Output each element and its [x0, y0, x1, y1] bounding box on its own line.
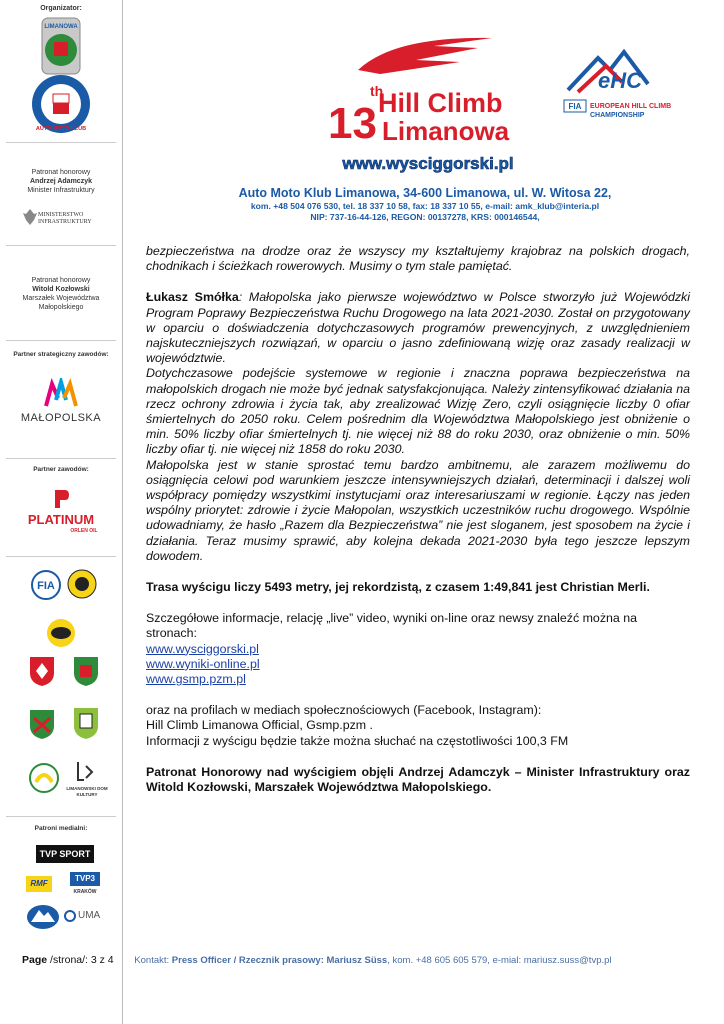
rmf-logo: RMF	[26, 876, 52, 892]
club-logo-ring-text: AUTO MOTO KLUB	[35, 126, 87, 132]
event-number-suffix: th	[370, 83, 384, 99]
gsmp-logo-icon	[44, 618, 78, 648]
title-line2: Limanowa	[382, 116, 510, 146]
page-number: /strona/: 3 z 4	[47, 954, 114, 966]
organizer-label: Organizator:	[40, 5, 82, 12]
header-address-block	[175, 186, 675, 223]
ehc-text: eHC	[598, 68, 643, 93]
main-content	[146, 244, 690, 795]
page-label: Page	[22, 954, 48, 966]
paragraph-info: Szczegółowe informacje, relację „live” video, wyniki on-line oraz newsy znaleźć można na stronach:	[146, 611, 638, 641]
ehc-line1: EUROPEAN HILL CLIMB	[590, 103, 672, 110]
website-banner	[340, 150, 516, 176]
patron1-role: Minister Infrastruktury	[27, 187, 95, 194]
strategic-partner-label: Partner strategiczny zawodów:	[13, 351, 109, 358]
club-registry: NIP: 737-16-44-126, REGON: 00137278, KRS: 000146544,	[310, 212, 540, 222]
social-line-3: Informacji z wyścigu będzie także można słuchać na częstotliwości 100,3 FM	[146, 733, 569, 748]
media-label: Patroni medialni:	[34, 825, 88, 832]
paragraph-honorary-patronage: Patronat Honorowy nad wyścigiem objęli Andrzej Adamczyk – Minister Infrastruktury oraz Witold Kozłowski, Marszałek Województwa Małopolskiego.	[146, 764, 690, 795]
svg-text:FIA: FIA	[37, 580, 55, 592]
event-number: 13	[328, 99, 377, 148]
tvp3-logo: TVP3	[70, 872, 100, 886]
ehc-line2: CHAMPIONSHIP	[590, 112, 645, 119]
patron2-name: Witold Kozłowski	[32, 286, 90, 293]
paragraph-malopolska-goal: Małopolska jest w stanie sprostać temu bardzo ambitnemu, ale zarazem możliwemu do osiągnięcia celowi pod warunkiem jeszcze intensywniejszych działań, determinacji i dalszej woli współpracy pomiędzy wszystkimi instytucjami oraz interesariuszami w regionie. Łączy nas jeden wspólny priorytet: zdrowie i życie Małopolan, wszystkich uczestników ruchu drogowego. Wspólnie udowadniamy, że hasło „Razem dla Bezpieczeństwa” nie jest sloganem, jest sposobem na życie i działania. Teraz musimy sprawić, aby kolejna dekada 2021-2030 była tego jeszcze lepszym dowodem.	[146, 457, 690, 563]
social-line-2: Hill Climb Limanowa Official, Gsmp.pzm .	[146, 718, 373, 733]
footer	[22, 954, 712, 966]
eagle-emblem-icon	[22, 208, 38, 226]
link-gsmp[interactable]: www.gsmp.pzm.pl	[146, 672, 246, 687]
ministry-text: MINISTERSTWO INFRASTRUKTURY	[38, 212, 92, 225]
hill-climb-logo	[322, 32, 514, 154]
commune-coat-of-arms-icon	[28, 708, 56, 740]
footer-contact-label: Kontakt:	[134, 955, 170, 966]
ehc-logo	[562, 44, 686, 134]
website-text: www.wysciggorski.pl	[342, 154, 514, 173]
uma-wordmark: UMA	[78, 910, 101, 921]
fia-logo-icon	[28, 570, 64, 600]
social-line-1: oraz na profilach w mediach społecznościowych (Facebook, Instagram):	[146, 703, 542, 718]
patron1-heading: Patronat honorowy	[31, 169, 91, 176]
platinum-sub: ORLEN OIL	[70, 528, 98, 534]
malopolska-wordmark: MAŁOPOLSKA	[20, 412, 102, 424]
speaker-statement: : Małopolska jako pierwsze województwo w Polsce stworzyło już Wojewódzki Program Poprawy Bezpieczeństwa Ruchu Drogowego na lata 2021-2030. Został on przygotowany w oparciu o doświadczenia dotychczasowych programów prewencyjnych, z uwzględnieniem najskuteczniejszych rozwiązań, w oparciu o jasno zdefiniowaną wizję oraz zasady realizacji w województwie.	[146, 290, 690, 366]
club-address: Auto Moto Klub Limanowa, 34-600 Limanowa, ul. W. Witosa 22,	[238, 186, 612, 200]
platinum-p-icon	[52, 488, 70, 510]
page-indicator	[22, 954, 114, 966]
gsmp-mountain-logo-icon	[26, 904, 60, 930]
limanowski-text: LIMANOWSKI DOM KULTURY	[66, 786, 108, 797]
ldk-logo-icon	[74, 760, 98, 784]
patron1-name: Andrzej Adamczyk	[30, 178, 92, 185]
patron2-heading: Patronat honorowy	[31, 277, 91, 284]
paragraph-road-safety: bezpieczeństwa na drodze oraz że wszyscy my kształtujemy krajobraz na polskich drogach, chodnikach i ścieżkach rowerowych. Musimy o tym stale pamiętać.	[146, 244, 690, 274]
sub-carpathian-coat-of-arms-icon	[72, 706, 100, 740]
tvp-sport-logo: TVP SPORT	[36, 845, 94, 863]
ehc-fia-text: FIA	[568, 102, 582, 111]
link-wysciggorski[interactable]: www.wysciggorski.pl	[146, 641, 259, 656]
patron2-role: Marszałek Województwa Małopolskiego	[22, 295, 100, 311]
link-wyniki-online[interactable]: www.wyniki-online.pl	[146, 656, 260, 671]
paragraph-vision-zero: Dotychczasowe podejście systemowe w regionie i znaczna poprawa bezpieczeństwa na małopolskich drogach nie może być jednak satysfakcjonująca. Należy zintensyfikować działania na rzecz ochrony zdrowia i życia tak, aby zrealizować Wizję Zero, czyli osiągnięcie liczby 0 ofiar śmiertelnych do 2050 roku. Celem pośrednim dla Województwa Małopolskiego jest obniżenie o min. 50% liczby ofiar śmiertelnych tj. nie więcej niż 88 do roku 2030, oraz obniżenie o min. 50% liczby ofiar tj. nie więcej niż 1858 do roku 2030.	[146, 366, 690, 457]
pzm-logo-icon	[66, 568, 98, 600]
platinum-wordmark: PLATINUM	[27, 512, 95, 527]
footer-contact-rest: , kom. +48 605 605 579, e-mial: mariusz.suss@tvp.pl	[387, 955, 612, 966]
title-line1: Hill Climb	[378, 88, 503, 118]
tvp3-sub: KRAKÓW	[73, 889, 97, 895]
regional-round-logo-icon	[28, 762, 60, 794]
club-logo-top-text: LIMANOWA	[44, 24, 78, 30]
sidebar	[0, 0, 123, 1024]
footer-contact	[134, 955, 611, 966]
town-coat-of-arms-icon	[72, 655, 100, 687]
malopolska-logo-icon	[44, 378, 78, 408]
paragraph-track-record: Trasa wyścigu liczy 5493 metry, jej rekordzistą, z czasem 1:49,841 jest Christian Merli.	[146, 580, 650, 595]
event-partner-label: Partner zawodów:	[33, 466, 89, 473]
club-contact: kom. +48 504 076 530, tel. 18 337 10 58, fax: 18 337 10 55, e-mail: amk_klub@interia.pl	[250, 201, 600, 211]
paragraph-smolka	[146, 290, 690, 366]
county-coat-of-arms-icon	[28, 655, 56, 687]
auto-moto-klub-logo	[30, 14, 92, 138]
footer-officer: Press Officer / Rzecznik prasowy: Mariusz Süss	[171, 955, 388, 966]
speaker-name: Łukasz Smółka	[146, 290, 239, 305]
uma-logo-icon	[64, 910, 76, 922]
